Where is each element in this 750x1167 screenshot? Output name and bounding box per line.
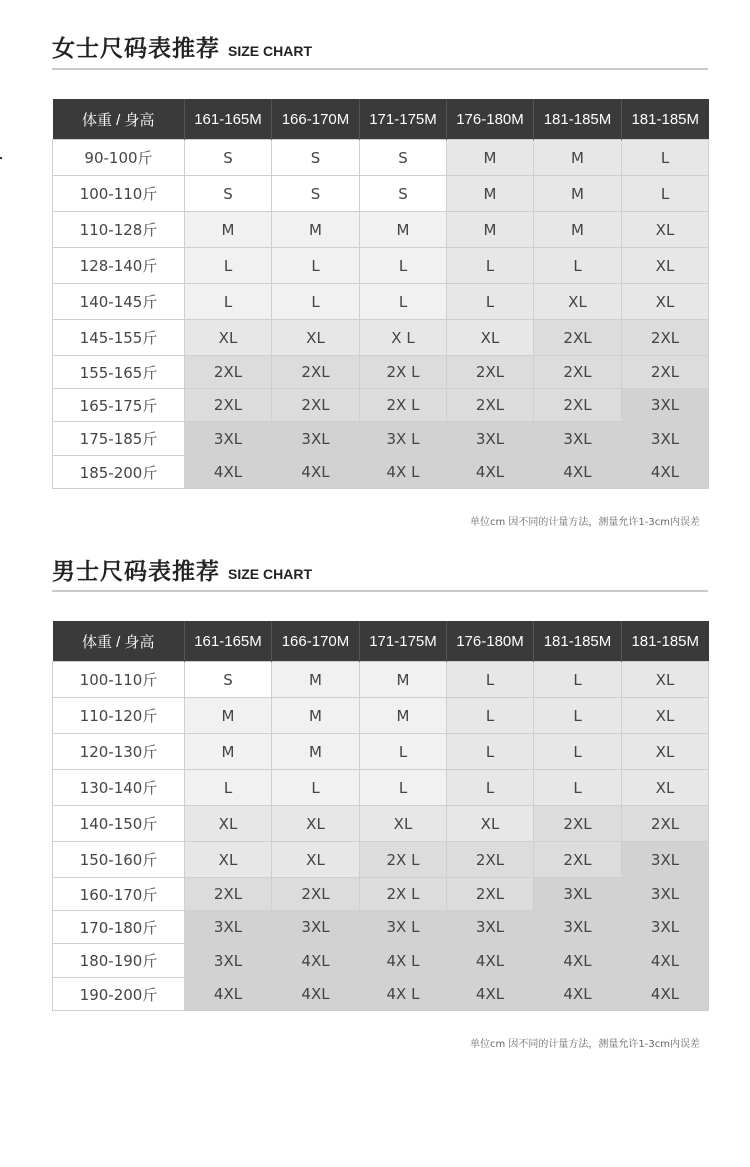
size-cell: 2XL xyxy=(272,389,360,422)
size-cell: 4XL xyxy=(534,978,622,1011)
table-row xyxy=(53,770,709,806)
table-row xyxy=(53,806,709,842)
weight-range-label: 180-190斤 xyxy=(53,944,185,978)
size-cell: 4XL xyxy=(622,456,709,489)
size-cell: XL xyxy=(447,320,534,356)
size-cell: 2XL xyxy=(447,356,534,389)
size-cell: L xyxy=(360,770,447,806)
women-title-en: SIZE CHART xyxy=(228,43,312,59)
women-title-divider xyxy=(52,68,708,70)
men-header-height-5: 181-185M xyxy=(534,621,622,662)
size-cell: L xyxy=(185,770,272,806)
size-cell: 2XL xyxy=(534,356,622,389)
size-cell: L xyxy=(447,698,534,734)
size-cell: M xyxy=(185,734,272,770)
men-title-divider xyxy=(52,590,708,592)
size-cell: XL xyxy=(185,806,272,842)
women-header-height-1: 161-165M xyxy=(185,99,272,140)
women-header-height-6: 181-185M xyxy=(622,99,709,140)
size-cell: XL xyxy=(622,698,709,734)
table-row xyxy=(53,356,709,389)
size-cell: XL xyxy=(622,662,709,698)
women-size-table xyxy=(52,99,709,489)
size-cell: M xyxy=(185,212,272,248)
size-cell: 3XL xyxy=(622,389,709,422)
women-title xyxy=(52,30,312,63)
weight-range-label: 170-180斤 xyxy=(53,911,185,944)
men-table-header-row xyxy=(53,621,709,662)
size-cell: S xyxy=(185,176,272,212)
size-cell: 2XL xyxy=(534,320,622,356)
size-cell: M xyxy=(272,662,360,698)
size-cell: 4XL xyxy=(622,978,709,1011)
size-cell: 4X L xyxy=(360,978,447,1011)
size-cell: XL xyxy=(272,842,360,878)
size-cell: L xyxy=(360,248,447,284)
size-cell: M xyxy=(360,698,447,734)
size-cell: L xyxy=(185,284,272,320)
table-row xyxy=(53,284,709,320)
size-cell: 3XL xyxy=(534,911,622,944)
size-cell: XL xyxy=(272,806,360,842)
size-cell: XL xyxy=(447,806,534,842)
size-cell: 4X L xyxy=(360,456,447,489)
weight-range-label: 100-110斤 xyxy=(53,176,185,212)
size-cell: XL xyxy=(360,806,447,842)
size-cell: M xyxy=(447,140,534,176)
weight-range-label: 175-185斤 xyxy=(53,422,185,456)
size-cell: 3X L xyxy=(360,911,447,944)
men-header-height-1: 161-165M xyxy=(185,621,272,662)
weight-range-label: 165-175斤 xyxy=(53,389,185,422)
size-cell: XL xyxy=(622,212,709,248)
table-row xyxy=(53,734,709,770)
size-cell: 2X L xyxy=(360,356,447,389)
weight-range-label: 100-110斤 xyxy=(53,662,185,698)
size-cell: M xyxy=(534,140,622,176)
table-row xyxy=(53,140,709,176)
size-cell: 4XL xyxy=(447,456,534,489)
size-cell: 2XL xyxy=(534,389,622,422)
table-row xyxy=(53,389,709,422)
weight-range-label: 120-130斤 xyxy=(53,734,185,770)
size-cell: L xyxy=(185,248,272,284)
size-cell: L xyxy=(447,662,534,698)
size-cell: 3XL xyxy=(534,878,622,911)
size-cell: XL xyxy=(272,320,360,356)
size-cell: 2XL xyxy=(447,389,534,422)
size-cell: 2XL xyxy=(272,356,360,389)
size-cell: XL xyxy=(185,842,272,878)
size-cell: 2XL xyxy=(185,389,272,422)
size-cell: X L xyxy=(360,320,447,356)
size-cell: S xyxy=(272,140,360,176)
size-cell: L xyxy=(534,248,622,284)
size-cell: L xyxy=(534,698,622,734)
size-cell: 2XL xyxy=(622,806,709,842)
size-cell: L xyxy=(360,734,447,770)
men-header-height-3: 171-175M xyxy=(360,621,447,662)
table-row xyxy=(53,212,709,248)
size-cell: L xyxy=(447,284,534,320)
size-cell: M xyxy=(360,212,447,248)
table-row xyxy=(53,320,709,356)
weight-range-label: 90-100斤 xyxy=(53,140,185,176)
weight-range-label: 110-120斤 xyxy=(53,698,185,734)
men-header-height-4: 176-180M xyxy=(447,621,534,662)
table-row xyxy=(53,456,709,489)
size-cell: 2XL xyxy=(447,878,534,911)
women-title-cn: 女士尺码表推荐 xyxy=(52,36,220,62)
size-cell: 4XL xyxy=(534,456,622,489)
size-cell: 3XL xyxy=(622,878,709,911)
size-cell: 2XL xyxy=(185,356,272,389)
men-header-weight-height: 体重 / 身高 xyxy=(53,621,185,662)
size-cell: 2XL xyxy=(622,320,709,356)
table-row xyxy=(53,422,709,456)
men-title-cn: 男士尺码表推荐 xyxy=(52,559,220,585)
size-cell: 2XL xyxy=(534,806,622,842)
size-cell: L xyxy=(622,140,709,176)
size-cell: 4XL xyxy=(622,944,709,978)
women-header-height-4: 176-180M xyxy=(447,99,534,140)
size-cell: 3X L xyxy=(360,422,447,456)
size-cell: 4XL xyxy=(534,944,622,978)
size-cell: XL xyxy=(185,320,272,356)
table-row xyxy=(53,878,709,911)
table-row xyxy=(53,911,709,944)
weight-range-label: 130-140斤 xyxy=(53,770,185,806)
size-cell: M xyxy=(272,734,360,770)
size-cell: 3XL xyxy=(272,422,360,456)
weight-range-label: 140-150斤 xyxy=(53,806,185,842)
women-header-height-3: 171-175M xyxy=(360,99,447,140)
men-header-height-6: 181-185M xyxy=(622,621,709,662)
size-cell: M xyxy=(360,662,447,698)
weight-range-label: 145-155斤 xyxy=(53,320,185,356)
size-cell: M xyxy=(185,698,272,734)
women-header-height-5: 181-185M xyxy=(534,99,622,140)
weight-range-label: 160-170斤 xyxy=(53,878,185,911)
size-cell: L xyxy=(447,248,534,284)
size-cell: L xyxy=(447,770,534,806)
size-cell: 2X L xyxy=(360,842,447,878)
size-cell: M xyxy=(534,176,622,212)
table-row xyxy=(53,978,709,1011)
size-cell: L xyxy=(534,662,622,698)
size-cell: M xyxy=(447,212,534,248)
size-cell: S xyxy=(272,176,360,212)
size-cell: 4XL xyxy=(447,944,534,978)
size-cell: 3XL xyxy=(185,422,272,456)
stray-dot xyxy=(0,157,2,159)
size-cell: 2X L xyxy=(360,389,447,422)
size-cell: XL xyxy=(622,734,709,770)
weight-range-label: 190-200斤 xyxy=(53,978,185,1011)
size-cell: 4X L xyxy=(360,944,447,978)
men-title-en: SIZE CHART xyxy=(228,566,312,582)
size-cell: 4XL xyxy=(272,944,360,978)
table-row xyxy=(53,842,709,878)
weight-range-label: 128-140斤 xyxy=(53,248,185,284)
size-cell: S xyxy=(185,140,272,176)
size-cell: 3XL xyxy=(447,422,534,456)
size-cell: 4XL xyxy=(272,978,360,1011)
size-cell: M xyxy=(534,212,622,248)
size-cell: XL xyxy=(622,770,709,806)
size-cell: 3XL xyxy=(622,842,709,878)
men-header-height-2: 166-170M xyxy=(272,621,360,662)
size-cell: 4XL xyxy=(272,456,360,489)
size-cell: S xyxy=(185,662,272,698)
size-cell: S xyxy=(360,140,447,176)
weight-range-label: 110-128斤 xyxy=(53,212,185,248)
size-cell: 4XL xyxy=(447,978,534,1011)
size-cell: 3XL xyxy=(447,911,534,944)
size-cell: 3XL xyxy=(534,422,622,456)
size-cell: 2XL xyxy=(272,878,360,911)
size-cell: 4XL xyxy=(185,978,272,1011)
men-title xyxy=(52,553,312,586)
size-cell: L xyxy=(622,176,709,212)
size-cell: L xyxy=(272,770,360,806)
size-cell: 4XL xyxy=(185,456,272,489)
women-header-height-2: 166-170M xyxy=(272,99,360,140)
table-row xyxy=(53,176,709,212)
size-cell: L xyxy=(272,284,360,320)
size-cell: 3XL xyxy=(185,911,272,944)
table-row xyxy=(53,698,709,734)
size-cell: XL xyxy=(622,284,709,320)
size-cell: 2XL xyxy=(622,356,709,389)
weight-range-label: 185-200斤 xyxy=(53,456,185,489)
size-cell: L xyxy=(272,248,360,284)
size-cell: 2XL xyxy=(534,842,622,878)
size-cell: M xyxy=(447,176,534,212)
table-row xyxy=(53,662,709,698)
size-cell: XL xyxy=(534,284,622,320)
women-table-header-row xyxy=(53,99,709,140)
size-cell: L xyxy=(447,734,534,770)
size-cell: 3XL xyxy=(185,944,272,978)
size-cell: 3XL xyxy=(622,422,709,456)
size-cell: L xyxy=(534,770,622,806)
size-cell: 3XL xyxy=(272,911,360,944)
table-row xyxy=(53,944,709,978)
size-cell: 2XL xyxy=(185,878,272,911)
size-cell: S xyxy=(360,176,447,212)
size-cell: 3XL xyxy=(622,911,709,944)
men-size-table xyxy=(52,621,709,1011)
women-header-weight-height: 体重 / 身高 xyxy=(53,99,185,140)
men-measurement-note: 单位cm 因不同的计量方法，测量允许1-3cm内误差 xyxy=(470,1039,700,1050)
size-cell: L xyxy=(534,734,622,770)
size-cell: 2XL xyxy=(447,842,534,878)
size-cell: M xyxy=(272,212,360,248)
weight-range-label: 150-160斤 xyxy=(53,842,185,878)
weight-range-label: 155-165斤 xyxy=(53,356,185,389)
table-row xyxy=(53,248,709,284)
size-cell: XL xyxy=(622,248,709,284)
size-cell: L xyxy=(360,284,447,320)
women-measurement-note: 单位cm 因不同的计量方法，测量允许1-3cm内误差 xyxy=(470,517,700,528)
weight-range-label: 140-145斤 xyxy=(53,284,185,320)
size-cell: M xyxy=(272,698,360,734)
size-cell: 2X L xyxy=(360,878,447,911)
